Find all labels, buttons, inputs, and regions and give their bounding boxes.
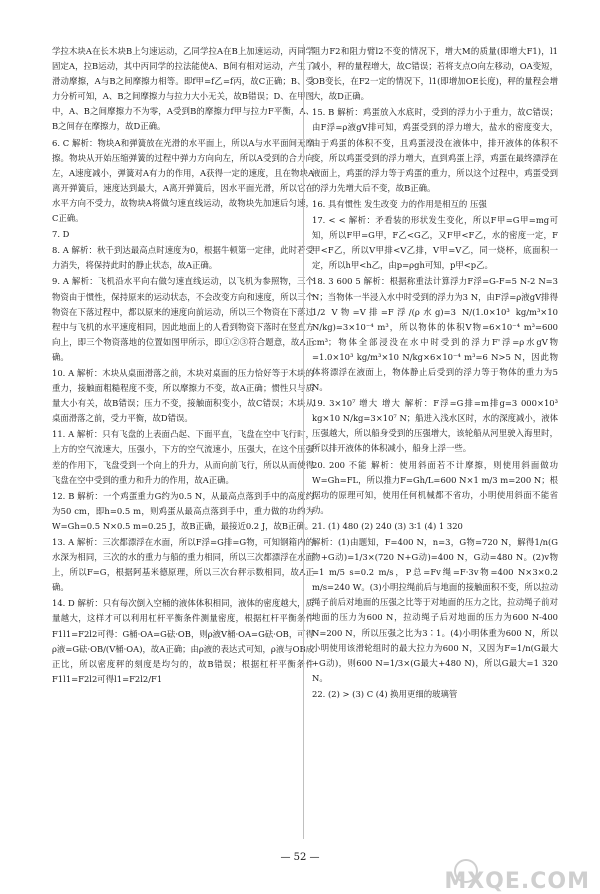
watermark: MXQE.COM: [444, 868, 590, 894]
answer-item: 15. B 解析：鸡蛋放入水底时，受到的浮力小于重力，故C错误；由F浮=ρ液gV排可知，鸡蛋受到的浮力增大，盐水的密度变大，由于鸡蛋的体积不变，且鸡蛋浸没在液体中，排开液体的体积不变，所以鸡蛋受到的浮力增大，直到鸡蛋上浮，鸡蛋在最终漂浮在液面上，鸡蛋的浮力等于鸡蛋的重力，所以这个过程中，鸡蛋受到的浮力先增大后不变，故B正确。: [312, 107, 558, 193]
left-column: [52, 44, 314, 688]
answer-item: 16. 具有惯性 发生改变 力的作用是相互的 压强: [312, 198, 487, 209]
answer-item: 11. A 解析：只有飞盘的上表面凸起、下面平直，飞盘在空中飞行时，上方的空气流速大，压强小，下方的空气流速小，压强大，在这个压强差的作用下，飞盘受到一个向上的升力，从而向前飞行，所以从而使得飞盘在空中受到的重力和升力的作用，故A正确。: [52, 429, 314, 485]
right-column: [312, 44, 558, 703]
answer-item: 20. 200 不能 解析：使用斜面若不计摩擦，则使用斜面做功W=Gh=FL，所以推力F=Gh/L=600 N×1 m/3 m=200 N；根据功的原理可知，使用任何机械都不省功，小明使用斜面不能省功。: [312, 459, 558, 515]
answer-item: 21. (1) 480 (2) 240 (3) 3∶1 (4) 1 320: [312, 520, 463, 531]
answer-item: 6. C 解析：物块A和弹簧放在光滑的水平面上，所以A与水平面间无摩擦。物块从开始压缩弹簧的过程中弹力方向向左，所以A受到的合力向左，A速度减小，弹簧对A有力的作用，A获得一定的速度，且在物块A离开弹簧后，速度达到最大，A离开弹簧后，因水平面光滑，所以它在水平方向不受力，故物块A将做匀速直线运动，故物块先加速后匀速，C正确。: [52, 137, 314, 224]
answer-item: 阻力F2和阻力臂l2不变的情况下，增大M的质量(即增大F1)，l1减小，秤的量程增大，故C错误；若将支点O向左移动，OA变短，OB变长，在F2一定的情况下，l1(即增加OE长度)，秤的量程会增大，故D正确。: [312, 46, 558, 102]
answer-item: 10. A 解析：木块从桌面滑落之前，木块对桌面的压力恰好等于木块的重力，接触面粗糙程度不变，所以摩擦力不变，故A正确；惯性只与质量大小有关，故B错误；压力不变，接触面积变小，故C错误；木块从桌面滑落之前，受力平衡，故D错误。: [52, 367, 314, 424]
answer-item: 12. B 解析：一个鸡蛋重力G约为0.5 N，从最高点落到手中的高度约为50 cm，即h=0.5 m，则鸡蛋从最高点落到手中，重力做的功约为W=Gh=0.5 N×0.5 m=0.25 J，故B正确，最接近0.2 J，故B正确。: [52, 490, 314, 531]
answer-item: 14. D 解析：只有每次倒入空桶的液体体积相同，液体的密度越大，质量越大，这样才可以利用杠杆平衡条件测量密度，根据杠杆平衡条件F1l1=F2l2可得：G桶·OA=G砝·OB，则ρ液V桶·OA=G砝·OB，可得ρ液=G砝·OB/(V桶·OA)，故A正确；由ρ液的表达式可知，ρ液与OB成正比，所以密度秤的刻度是均匀的，故B错误；根据杠杆平衡条件F1l1=F2l2可得l1=F2l2/F1: [52, 598, 314, 684]
column-divider: [303, 44, 304, 839]
answer-item: 19. 3×10⁷ 增大 增大 解析：F浮=G排=m排g=3 000×10³ kg×10 N/kg=3×10⁷ N；船进入浅水区时，水的深度减小，液体压强越大，所以船身受到的压强增大，该轮船从河里驶入海里时，所以排开液体的体积减小，船身上浮一些。: [312, 398, 558, 454]
answer-item: 学拉木块A在长木块B上匀速运动，乙同学拉A在B上加速运动，丙同学固定A，拉B运动，其中丙同学的拉法能使A、B间有相对运动，产生了滑动摩擦，A与B之间摩擦力相等。即f甲=f乙=f丙，故C正确；B、受力分析可知，A、B之间摩擦力与拉力大小无关，故B错误；D、在甲图中，A、B之间摩擦力不为零，A受到B的摩擦力f甲与拉力F平衡，A、B之间存在摩擦力，故D正确。: [52, 46, 314, 132]
answer-item: 8. A 解析：秋千到达最高点时速度为0，根据牛顿第一定律，此时若受力消失，将保持此时的静止状态，故A正确。: [52, 245, 314, 271]
answer-item: 17. < < 解析：矛看装的形状发生变化，所以F甲=G甲=mg可知，所以F甲=G甲，F乙<G乙，又F甲<F乙，水的密度一定，F甲<F乙，所以V甲排<V乙排，V甲=V乙，同一烧杯，底面积一定，所以h甲<h乙，由p=ρgh可知，p甲<p乙。: [312, 215, 558, 271]
answer-item: 18. 3 600 5 解析：根据称重法计算浮力F浮=G-F=5 N-2 N=3 N；当物体一半浸入水中时受到的浮力为3 N，由F浮=ρ液gV排得1/2 V物=V排=F浮/(ρ水g)=3 N/(1.0×10³ kg/m³×10 N/kg)=3×10⁻⁴ m³，所以物体的体积V物=6×10⁻⁴ m³=600 cm³；物体全部浸没在水中时受到的浮力F'浮=ρ水gV物=1.0×10³ kg/m³×10 N/kg×6×10⁻⁴ m³=6 N>5 N，因此物体将漂浮在液面上，物体静止后受到的浮力等于物体的重力为5 N。: [312, 276, 558, 393]
answer-item: 22. (2) > (3) C (4) 换用更细的玻璃管: [312, 688, 458, 699]
answer-item: 7. D: [52, 229, 70, 240]
answer-item: 13. A 解析：三次都漂浮在水面，所以F浮=G排=G物，可知钢箱内的水深为相同，三次的水的重力与船的重力相同，所以三次都漂浮在水面上，所以F=G，根据阿基米德原理，所以三次台秤示数相同，故A正确。: [52, 537, 314, 593]
page-number: — 52 —: [280, 852, 320, 863]
answer-item: 9. A 解析：飞机沿水平向右做匀速直线运动，以飞机为参照物，三个物资由于惯性，保持原来的运动状态，不会改变方向和速度，所以三个物资在下落过程中，都以原来的速度向前运动，所以三个物资在下落过程中与飞机的水平速度相同，因此地面上的人看到物资下落时在竖直方向上，即三个物资落地的位置如图甲所示，即①②③符合题意，故A正确。: [52, 276, 314, 362]
answer-item: 解析：(1)由题知，F=400 N，n=3，G物=720 N，解得1/n(G物+G动)=1/3×(720 N+G动)=400 N，G动=480 N。(2)v物=1 m/5 s=0.2 m/s，P总=Fv绳=F·3v物=400 N×3×0.2 m/s=240 W。(3)小明拉绳前后与地面的接触面积不变，所以拉动绳子前后对地面的压强之比等于对地面的压力之比，拉动绳子前对地面的压力为600 N，拉动绳子后对地面的压力为600 N-400 N=200 N，所以压强之比为3∶1。(4)小明体重为600 N，所以小明使用该滑轮组时的最大拉力为600 N，又因为F=1/n(G最大+G动)，则600 N=1/3×(G最大+480 N)，所以G最大=1 320 N。: [312, 537, 558, 683]
